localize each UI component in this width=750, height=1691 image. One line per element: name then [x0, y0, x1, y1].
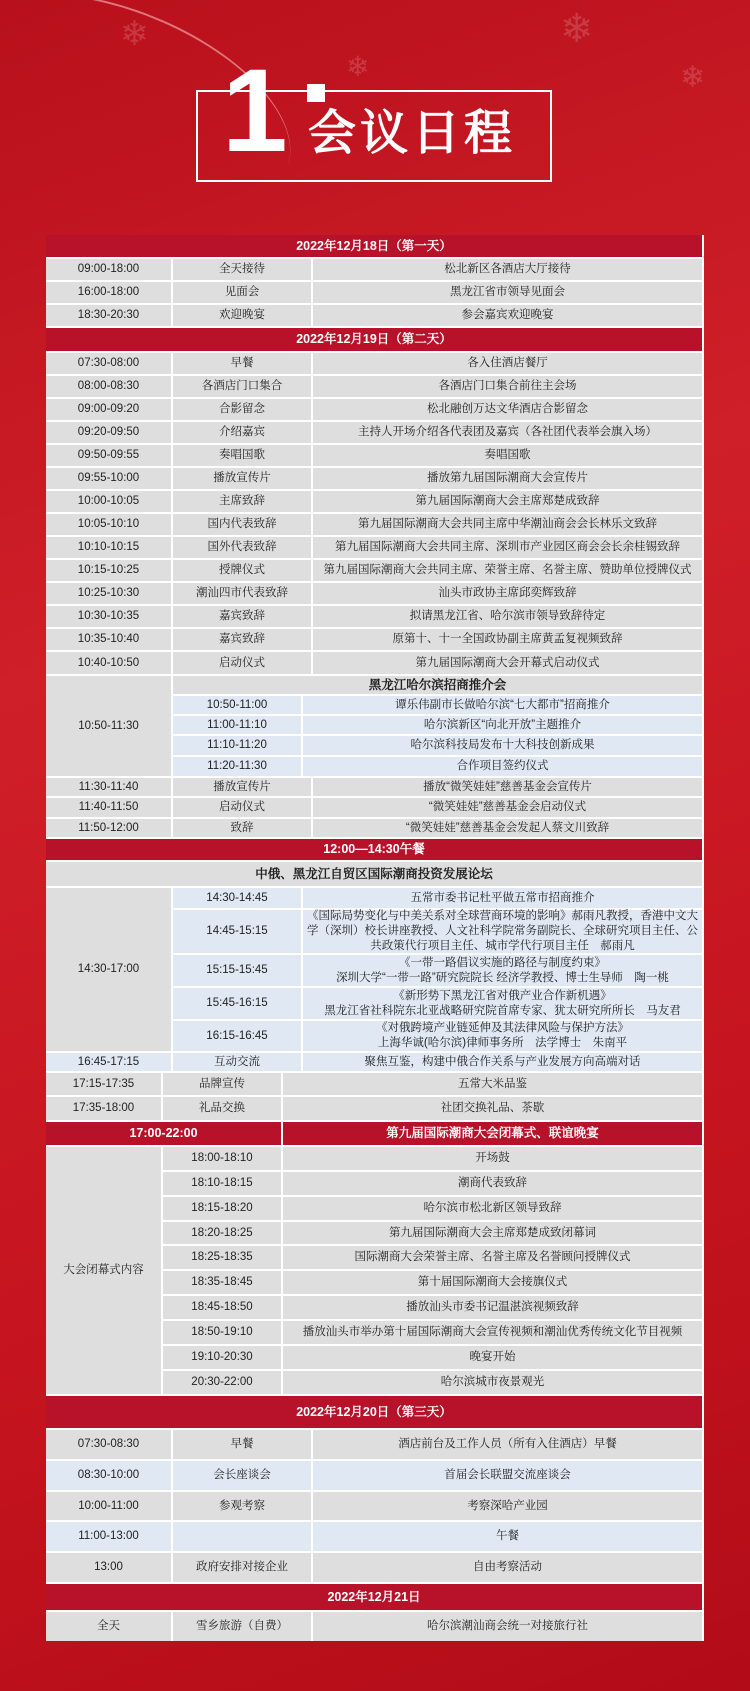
- time-cell: 全天: [46, 1612, 171, 1641]
- time-cell: 18:50-19:10: [163, 1321, 281, 1344]
- detail-cell: 哈尔滨新区“向北开放”主题推介: [303, 716, 702, 734]
- item-cell: 品牌宣传: [163, 1073, 281, 1095]
- closing-label: 大会闭幕式内容: [46, 1147, 161, 1394]
- item-cell: 各酒店门口集合: [173, 376, 311, 397]
- time-cell: 09:20-09:50: [46, 422, 171, 443]
- detail-cell: 谭乐伟副市长做哈尔滨“七大都市”招商推介: [303, 696, 702, 714]
- time-cell: 11:10-11:20: [173, 736, 301, 755]
- detail-cell: 自由考察活动: [313, 1553, 702, 1582]
- detail-cell: 参会嘉宾欢迎晚宴: [313, 305, 702, 326]
- forum-title: 中俄、黑龙江自贸区国际潮商投资发展论坛: [46, 862, 702, 886]
- detail-cell: 主持人开场介绍各代表团及嘉宾（各社团代表举会旗入场）: [313, 422, 702, 443]
- time-cell: 18:45-18:50: [163, 1296, 281, 1319]
- item-cell: 合影留念: [173, 399, 311, 420]
- time-cell: 11:00-11:10: [173, 716, 301, 734]
- time-cell: 15:15-15:45: [173, 955, 301, 986]
- time-cell: 11:20-11:30: [173, 757, 301, 776]
- time-cell: 11:00-13:00: [46, 1522, 171, 1551]
- item-cell: 播放宣传片: [173, 778, 311, 796]
- detail-cell: 各酒店门口集合前往主会场: [313, 376, 702, 397]
- item-cell: 国外代表致辞: [173, 537, 311, 558]
- time-cell: 18:30-20:30: [46, 305, 171, 326]
- detail-cell: 播放“微笑娃娃”慈善基金会宣传片: [313, 778, 702, 796]
- detail-cell: 五常大米品鉴: [283, 1073, 702, 1095]
- item-cell: 见面会: [173, 282, 311, 303]
- time-cell: 14:30-17:00: [46, 888, 171, 1051]
- time-cell: 15:45-16:15: [173, 988, 301, 1019]
- time-cell: 14:45-15:15: [173, 910, 301, 953]
- time-cell: 07:30-08:30: [46, 1430, 171, 1459]
- time-cell: 10:25-10:30: [46, 583, 171, 604]
- time-cell: 16:00-18:00: [46, 282, 171, 303]
- detail-cell: 播放第九届国际潮商大会宣传片: [313, 468, 702, 489]
- day-heading: 2022年12月18日（第一天）: [46, 235, 702, 257]
- closing-time: 17:00-22:00: [46, 1122, 281, 1145]
- item-cell: 国内代表致辞: [173, 514, 311, 535]
- time-cell: 19:10-20:30: [163, 1346, 281, 1369]
- item-cell: 潮汕四市代表致辞: [173, 583, 311, 604]
- item-cell: 会长座谈会: [173, 1461, 311, 1490]
- detail-cell: 各入住酒店餐厅: [313, 353, 702, 374]
- time-cell: 08:30-10:00: [46, 1461, 171, 1490]
- item-cell: 早餐: [173, 353, 311, 374]
- detail-cell: 《一带一路倡议实施的路径与制度约束》 深圳大学“一带一路”研究院院长 经济学教授、博士生导师 陶一桃: [303, 955, 702, 986]
- day-heading: 2022年12月20日（第三天）: [46, 1396, 702, 1428]
- time-cell: 09:55-10:00: [46, 468, 171, 489]
- time-cell: 08:00-08:30: [46, 376, 171, 397]
- time-cell: 17:15-17:35: [46, 1073, 161, 1095]
- snowflake-icon: ❄: [346, 51, 370, 82]
- time-cell: 17:35-18:00: [46, 1097, 161, 1120]
- detail-cell: 松北融创万达文华酒店合影留念: [313, 399, 702, 420]
- block-title: 黑龙江哈尔滨招商推介会: [173, 676, 702, 694]
- time-cell: 13:00: [46, 1553, 171, 1582]
- item-cell: 早餐: [173, 1430, 311, 1459]
- item-cell: 政府安排对接企业: [173, 1553, 311, 1582]
- time-cell: 18:35-18:45: [163, 1271, 281, 1294]
- time-cell: 10:35-10:40: [46, 629, 171, 650]
- item-cell: 嘉宾致辞: [173, 606, 311, 627]
- item-cell: 启动仪式: [173, 798, 311, 817]
- time-cell: 18:25-18:35: [163, 1246, 281, 1269]
- time-cell: 09:00-18:00: [46, 259, 171, 280]
- snowflake-icon: ❄: [680, 61, 706, 94]
- day-heading: 2022年12月21日: [46, 1584, 702, 1610]
- item-cell: 致辞: [173, 819, 311, 837]
- detail-cell: 奏唱国歌: [313, 445, 702, 466]
- detail-cell: 第九届国际潮商大会主席郑楚成致闭幕词: [283, 1222, 702, 1244]
- detail-cell: 潮商代表致辞: [283, 1172, 702, 1195]
- item-cell: 授牌仪式: [173, 560, 311, 581]
- section-title: 会议日程: [308, 107, 517, 160]
- item-cell: 播放宣传片: [173, 468, 311, 489]
- detail-cell: 开场鼓: [283, 1147, 702, 1170]
- detail-cell: 第九届国际潮商大会共同主席、荣誉主席、名誉主席、赞助单位授牌仪式: [313, 560, 702, 581]
- item-cell: 启动仪式: [173, 652, 311, 674]
- time-cell: 18:20-18:25: [163, 1222, 281, 1244]
- snowflake-icon: ❄: [560, 7, 594, 51]
- time-cell: 10:50-11:00: [173, 696, 301, 714]
- time-cell: 16:15-16:45: [173, 1021, 301, 1051]
- detail-cell: 《对俄跨境产业链延伸及其法律风险与保护方法》 上海华诚(哈尔滨)律师事务所 法学博士 朱南平: [303, 1021, 702, 1051]
- time-cell: 11:50-12:00: [46, 819, 171, 837]
- time-cell: 11:30-11:40: [46, 778, 171, 796]
- schedule-table: [46, 235, 704, 1641]
- time-cell: 10:10-10:15: [46, 537, 171, 558]
- snowflake-icon: ❄: [120, 15, 149, 53]
- item-cell: 欢迎晚宴: [173, 305, 311, 326]
- detail-cell: 黑龙江省市领导见面会: [313, 282, 702, 303]
- lunch-banner: 12:00—14:30午餐: [46, 839, 702, 860]
- detail-cell: 哈尔滨潮汕商会统一对接旅行社: [313, 1612, 702, 1641]
- detail-cell: 播放汕头市举办第十届国际潮商大会宣传视频和潮汕优秀传统文化节目视频: [283, 1321, 702, 1344]
- detail-cell: 拟请黑龙江省、哈尔滨市领导致辞待定: [313, 606, 702, 627]
- detail-cell: 《新形势下黑龙江省对俄产业合作新机遇》 黑龙江省社科院东北亚战略研究院首席专家、犹太研究所所长 马友君: [303, 988, 702, 1019]
- detail-cell: 原第十、十一全国政协副主席黄孟复视频致辞: [313, 629, 702, 650]
- detail-cell: 松北新区各酒店大厅接待: [313, 259, 702, 280]
- detail-cell: 第九届国际潮商大会共同主席中华潮汕商会会长林乐文致辞: [313, 514, 702, 535]
- detail-cell: 第九届国际潮商大会开幕式启动仪式: [313, 652, 702, 674]
- time-cell: 18:00-18:10: [163, 1147, 281, 1170]
- time-cell: 09:00-09:20: [46, 399, 171, 420]
- detail-cell: 第十届国际潮商大会接旗仪式: [283, 1271, 702, 1294]
- item-cell: 介绍嘉宾: [173, 422, 311, 443]
- detail-cell: 考察深哈产业园: [313, 1492, 702, 1520]
- detail-cell: 《国际局势变化与中美关系对全球营商环境的影响》郝雨凡教授，香港中文大学（深圳）校长讲座教授、人文社科学院常务副院长、全球研究项目主任、公共政策代行项目主任、城市学代行项目主任 郝雨凡: [303, 910, 702, 953]
- detail-cell: “微笑娃娃”慈善基金会启动仪式: [313, 798, 702, 817]
- time-cell: 16:45-17:15: [46, 1053, 171, 1071]
- closing-title: 第九届国际潮商大会闭幕式、联谊晚宴: [283, 1122, 702, 1145]
- time-cell: 10:00-10:05: [46, 491, 171, 512]
- item-cell: 雪乡旅游（自费）: [173, 1612, 311, 1641]
- detail-cell: 哈尔滨城市夜景观光: [283, 1371, 702, 1394]
- item-cell: 礼品交换: [163, 1097, 281, 1120]
- time-cell: 10:30-10:35: [46, 606, 171, 627]
- detail-cell: “微笑娃娃”慈善基金会发起人蔡文川致辞: [313, 819, 702, 837]
- detail-cell: 首届会长联盟交流座谈会: [313, 1461, 702, 1490]
- detail-cell: 午餐: [313, 1522, 702, 1551]
- detail-cell: 聚焦互鉴，构建中俄合作关系与产业发展方向高端对话: [303, 1053, 702, 1071]
- time-cell: 10:50-11:30: [46, 676, 171, 776]
- item-cell: 主席致辞: [173, 491, 311, 512]
- time-cell: 10:15-10:25: [46, 560, 171, 581]
- item-cell: 参观考察: [173, 1492, 311, 1520]
- time-cell: 11:40-11:50: [46, 798, 171, 817]
- time-cell: 09:50-09:55: [46, 445, 171, 466]
- time-cell: 18:15-18:20: [163, 1197, 281, 1220]
- item-cell: 互动交流: [173, 1053, 301, 1071]
- item-cell: 奏唱国歌: [173, 445, 311, 466]
- detail-cell: 酒店前台及工作人员（所有入住酒店）早餐: [313, 1430, 702, 1459]
- section-number-dot: [307, 84, 325, 102]
- time-cell: 10:40-10:50: [46, 652, 171, 674]
- detail-cell: 五常市委书记杜平做五常市招商推介: [303, 888, 702, 908]
- detail-cell: 哈尔滨市松北新区领导致辞: [283, 1197, 702, 1220]
- detail-cell: 晚宴开始: [283, 1346, 702, 1369]
- item-cell: [173, 1522, 311, 1551]
- detail-cell: 哈尔滨科技局发布十大科技创新成果: [303, 736, 702, 755]
- item-cell: 全天接待: [173, 259, 311, 280]
- time-cell: 10:05-10:10: [46, 514, 171, 535]
- detail-cell: 第九届国际潮商大会主席郑楚成致辞: [313, 491, 702, 512]
- detail-cell: 播放汕头市委书记温湛滨视频致辞: [283, 1296, 702, 1319]
- section-number: 1: [222, 45, 288, 177]
- detail-cell: 汕头市政协主席邱奕辉致辞: [313, 583, 702, 604]
- time-cell: 18:10-18:15: [163, 1172, 281, 1195]
- time-cell: 07:30-08:00: [46, 353, 171, 374]
- item-cell: 嘉宾致辞: [173, 629, 311, 650]
- detail-cell: 国际潮商大会荣誉主席、名誉主席及名誉顾问授牌仪式: [283, 1246, 702, 1269]
- time-cell: 14:30-14:45: [173, 888, 301, 908]
- time-cell: 10:00-11:00: [46, 1492, 171, 1520]
- time-cell: 20:30-22:00: [163, 1371, 281, 1394]
- detail-cell: 社团交换礼品、茶歇: [283, 1097, 702, 1120]
- detail-cell: 合作项目签约仪式: [303, 757, 702, 776]
- detail-cell: 第九届国际潮商大会共同主席、深圳市产业园区商会会长余桂锡致辞: [313, 537, 702, 558]
- day-heading: 2022年12月19日（第二天）: [46, 328, 702, 351]
